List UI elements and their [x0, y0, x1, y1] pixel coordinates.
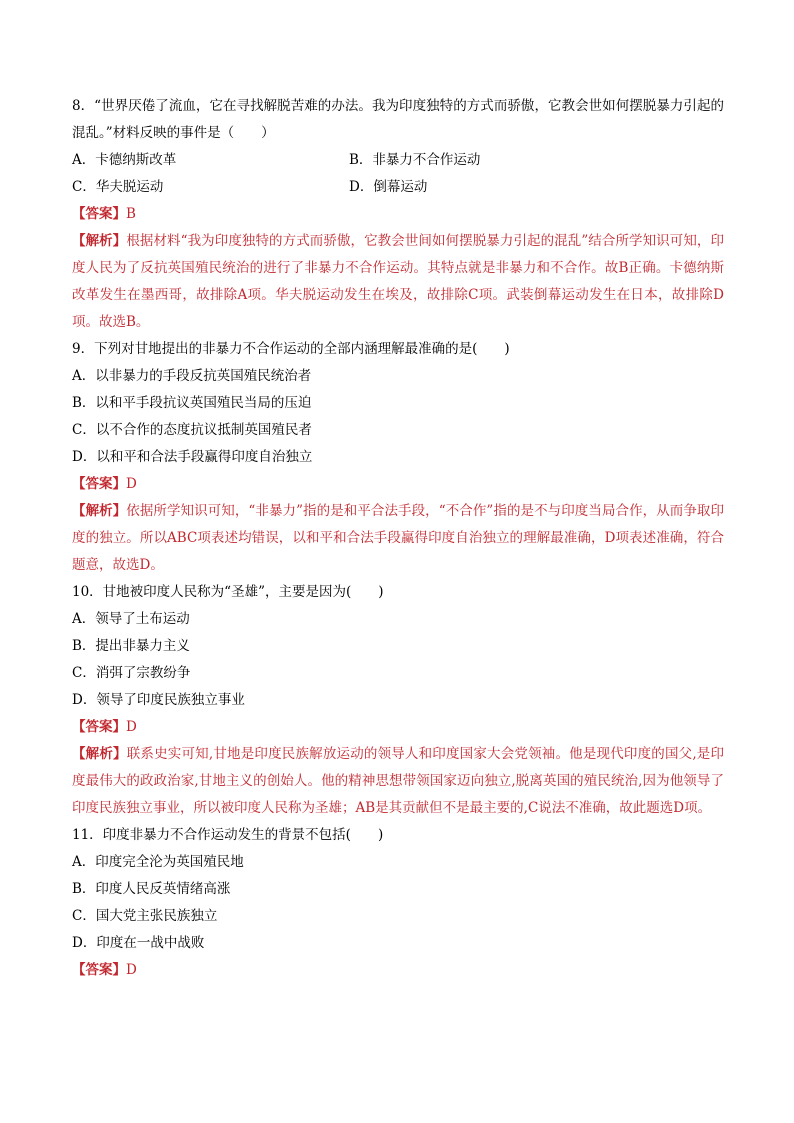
question-stem: 9．下列对甘地提出的非暴力不合作运动的全部内涵理解最准确的是( ) — [72, 341, 510, 357]
analysis-line — [72, 228, 724, 336]
analysis-text: 联系史实可知,甘地是印度民族解放运动的领导人和印度国家大会党领袖。他是现代印度的国父,是印度最伟大的政政治家,甘地主义的创始人。他的精神思想带领国家迈向独立,脱离英国的殖民统治,因为他领导了印度民族独立事业，所以被印度人民称为圣雄；AB是其贡献但不是最主要的,C说法不准确，故此题选D项。 — [72, 746, 724, 816]
answer-value: D — [126, 476, 137, 492]
answer-label: 【答案】 — [72, 476, 126, 492]
answer-line — [72, 471, 724, 498]
option-a: A．以非暴力的手段反抗英国殖民统治者 — [72, 368, 312, 384]
option-d: D．倒幕运动 — [349, 179, 428, 195]
option-a: A．印度完全沦为英国殖民地 — [72, 854, 244, 870]
option-row — [72, 147, 724, 174]
question-list — [72, 93, 724, 984]
answer-line — [72, 201, 724, 228]
option-c: C．国大党主张民族独立 — [72, 908, 218, 924]
question-9 — [72, 336, 724, 579]
option-a: A．卡德纳斯改革 — [72, 152, 177, 168]
option-row — [72, 174, 724, 201]
analysis-label: 【解析】 — [72, 233, 127, 249]
answer-value: B — [126, 206, 136, 222]
option-b: B．以和平手段抗议英国殖民当局的压迫 — [72, 395, 312, 411]
question-11 — [72, 822, 724, 984]
option-d: D．领导了印度民族独立事业 — [72, 692, 245, 708]
analysis-text: 根据材料“我为印度独特的方式而骄傲，它教会世间如何摆脱暴力引起的混乱”结合所学知识可知，印度人民为了反抗英国殖民统治的进行了非暴力不合作运动。其特点就是非暴力和不合作。故B正确。卡德纳斯改革发生在墨西哥，故排除A项。华夫脱运动发生在埃及，故排除C项。武装倒幕运动发生在日本，故排除D项。故选B。 — [72, 233, 724, 330]
option-b: B．提出非暴力主义 — [72, 638, 190, 654]
answer-label: 【答案】 — [72, 719, 126, 735]
answer-line — [72, 957, 724, 984]
answer-value: D — [126, 962, 137, 978]
question-stem: 11．印度非暴力不合作运动发生的背景不包括( ) — [72, 827, 384, 843]
question-8 — [72, 93, 724, 336]
analysis-label: 【解析】 — [72, 746, 127, 762]
answer-label: 【答案】 — [72, 206, 126, 222]
option-b: B．印度人民反英情绪高涨 — [72, 881, 231, 897]
question-stem: 10．甘地被印度人民称为“圣雄”，主要是因为( ) — [72, 584, 384, 600]
question-stem: 8．“世界厌倦了流血，它在寻找解脱苦难的办法。我为印度独特的方式而骄傲，它教会世如何摆脱暴力引起的混乱。”材料反映的事件是（ ） — [72, 98, 724, 141]
question-10 — [72, 579, 724, 822]
analysis-line — [72, 741, 724, 822]
answer-value: D — [126, 719, 137, 735]
option-d: D．以和平和合法手段赢得印度自治独立 — [72, 449, 313, 465]
analysis-line — [72, 498, 724, 579]
option-b: B．非暴力不合作运动 — [349, 152, 481, 168]
option-a: A．领导了土布运动 — [72, 611, 190, 627]
option-c: C．以不合作的态度抗议抵制英国殖民者 — [72, 422, 312, 438]
option-c: C．华夫脱运动 — [72, 179, 164, 195]
answer-label: 【答案】 — [72, 962, 126, 978]
option-c: C．消弭了宗教纷争 — [72, 665, 191, 681]
option-d: D．印度在一战中战败 — [72, 935, 205, 951]
analysis-label: 【解析】 — [72, 503, 127, 519]
analysis-text: 依据所学知识可知，“非暴力”指的是和平合法手段，“不合作”指的是不与印度当局合作，从而争取印度的独立。所以ABC项表述均错误，以和平和合法手段赢得印度自治独立的理解最准确，D项表述准确，符合题意，故选D。 — [72, 503, 725, 573]
answer-line — [72, 714, 724, 741]
